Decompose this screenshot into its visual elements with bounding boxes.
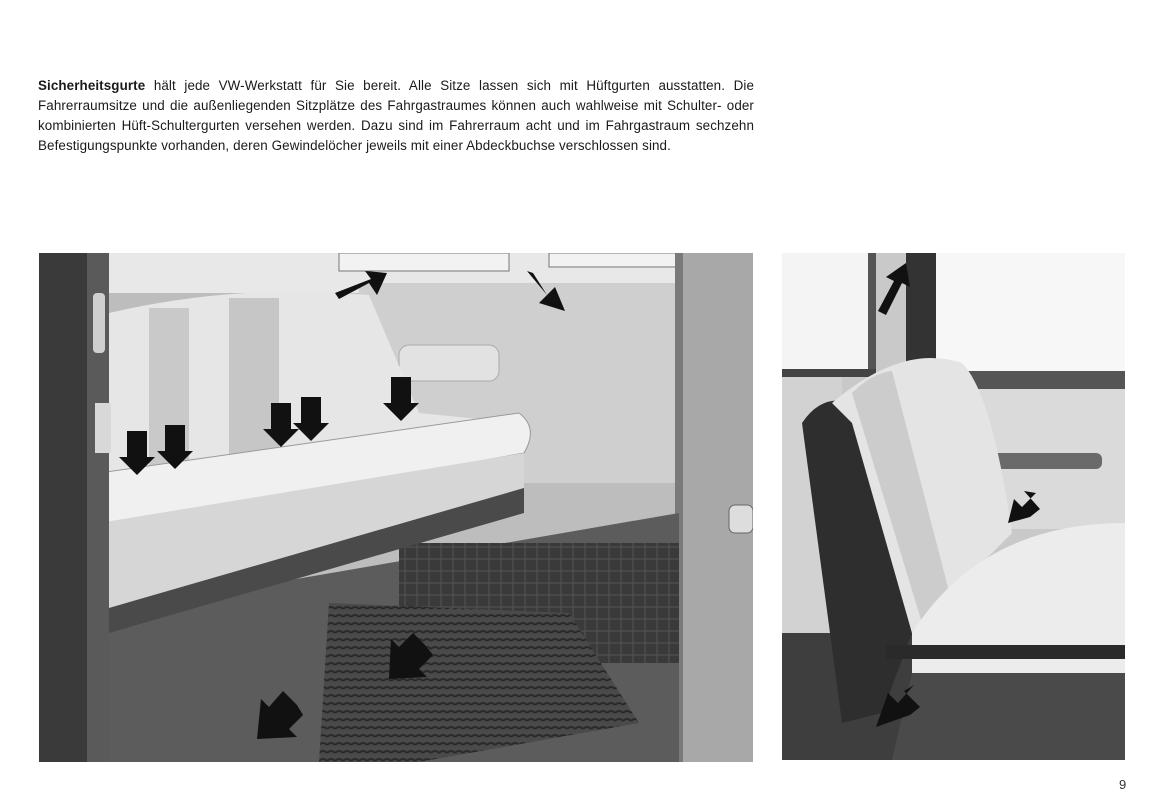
front-seat-photo — [782, 253, 1125, 760]
lead-term: Sicherheitsgurte — [38, 78, 146, 93]
body-text: hält jede VW-Werkstatt für Sie bereit. Alle Sitze lassen sich mit Hüftgurten ausstatten. Die Fahrerraumsitze und die außenliegenden Sitzplätze des Fahrgastraumes können auch wahlweise mit Schulter- oder kombinierten Hüft-Schultergurten versehen werden. Dazu sind im Fahrerraum acht und im Fahrgastraum sechzehn Befestigungspunkte vorhanden, deren Gewindelöcher jeweils mit einer Abdeckbuchse verschlossen sind. — [38, 78, 754, 153]
bench-seat-interior-photo — [39, 253, 753, 762]
page-number: 9 — [1119, 777, 1127, 792]
body-paragraph — [38, 76, 754, 156]
